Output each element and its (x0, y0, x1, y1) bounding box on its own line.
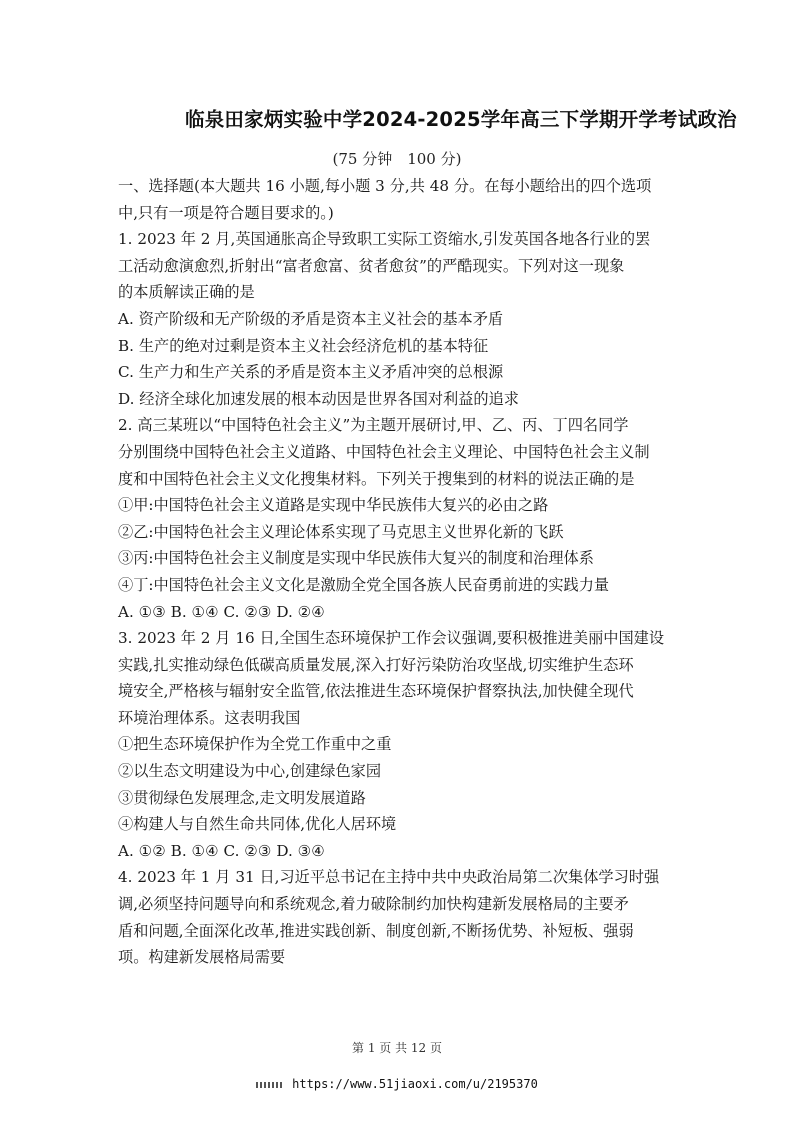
question-stem-line: 境安全,严格核与辐射安全监管,依法推进生态环境保护督察执法,加快健全现代 (118, 682, 634, 701)
question-3 (118, 625, 678, 864)
statement-item: ①把生态环境保护作为全党工作重中之重 (118, 735, 392, 754)
page-number: 第 1 页 共 12 页 (352, 1041, 442, 1055)
statement-item: ③贯彻绿色发展理念,走文明发展道路 (118, 788, 366, 807)
section-intro-line: 中,只有一项是符合题目要求的。) (118, 203, 334, 222)
question-stem-line: 盾和问题,全面深化改革,推进实践创新、制度创新,不断扬优势、补短板、强弱 (118, 921, 634, 940)
source-link[interactable]: https://www.51jiaoxi.com/u/2195370 (292, 1077, 538, 1091)
section-intro (118, 173, 678, 226)
statement-item: ②乙:中国特色社会主义理论体系实现了马克思主义世界化新的飞跃 (118, 522, 564, 541)
question-1 (118, 226, 678, 412)
question-stem-line: 实践,扎实推动绿色低碳高质量发展,深入打好污染防治攻坚战,切实维护生态环 (118, 655, 634, 674)
statement-item: ①甲:中国特色社会主义道路是实现中华民族伟大复兴的必由之路 (118, 496, 549, 515)
section-intro-line: 一、选择题(本大题共 16 小题,每小题 3 分,共 48 分。在每小题给出的四个选项 (118, 177, 652, 195)
statement-item: ④丁:中国特色社会主义文化是激励全党全国各族人民奋勇前进的实践力量 (118, 575, 610, 594)
option-a: A. 资产阶级和无产阶级的矛盾是资本主义社会的基本矛盾 (118, 309, 504, 328)
answer-choices: A. ①③ B. ①④ C. ②③ D. ②④ (118, 602, 325, 621)
question-stem-line: 3. 2023 年 2 月 16 日,全国生态环境保护工作会议强调,要积极推进美丽中国建设 (118, 629, 665, 648)
exam-content (118, 173, 678, 971)
question-stem-line: 1. 2023 年 2 月,英国通胀高企导致职工实际工资缩水,引发英国各地各行业的罢 (118, 230, 651, 249)
option-b: B. 生产的绝对过剩是资本主义社会经济危机的基本特征 (118, 336, 489, 355)
question-stem-line: 环境治理体系。这表明我国 (118, 708, 301, 727)
question-stem-line: 度和中国特色社会主义文化搜集材料。下列关于搜集到的材料的说法正确的是 (118, 469, 635, 488)
question-stem-line: 项。构建新发展格局需要 (118, 948, 286, 967)
question-stem-line: 工活动愈演愈烈,折射出“富者愈富、贫者愈贫”的严酷现实。下列对这一现象 (118, 256, 625, 275)
option-d: D. 经济全球化加速发展的根本动因是世界各国对利益的追求 (118, 389, 519, 408)
option-c: C. 生产力和生产关系的矛盾是资本主义矛盾冲突的总根源 (118, 363, 504, 382)
question-stem-line: 4. 2023 年 1 月 31 日,习近平总书记在主持中共中央政治局第二次集体学习时强 (118, 868, 660, 887)
exam-title: 临泉田家炳实验中学2024-2025学年高三下学期开学考试政治 (185, 108, 737, 131)
question-stem-line: 的本质解读正确的是 (118, 283, 255, 302)
question-stem-line: 2. 高三某班以“中国特色社会主义”为主题开展研讨,甲、乙、丙、丁四名同学 (118, 416, 629, 435)
watermark-logo-icon (256, 1082, 284, 1088)
statement-item: ③丙:中国特色社会主义制度是实现中华民族伟大复兴的制度和治理体系 (118, 549, 594, 568)
statement-item: ④构建人与自然生命共同体,优化人居环境 (118, 815, 397, 834)
source-watermark (0, 1077, 794, 1091)
question-2 (118, 412, 678, 625)
exam-duration-score: (75 分钟 100 分) (332, 150, 462, 168)
answer-choices: A. ①② B. ①④ C. ②③ D. ③④ (118, 841, 325, 860)
question-stem-line: 分别围绕中国特色社会主义道路、中国特色社会主义理论、中国特色社会主义制 (118, 442, 650, 461)
question-stem-line: 调,必须坚持问题导向和系统观念,着力破除制约加快构建新发展格局的主要矛 (118, 895, 629, 914)
question-4 (118, 864, 678, 970)
statement-item: ②以生态文明建设为中心,创建绿色家园 (118, 762, 382, 781)
